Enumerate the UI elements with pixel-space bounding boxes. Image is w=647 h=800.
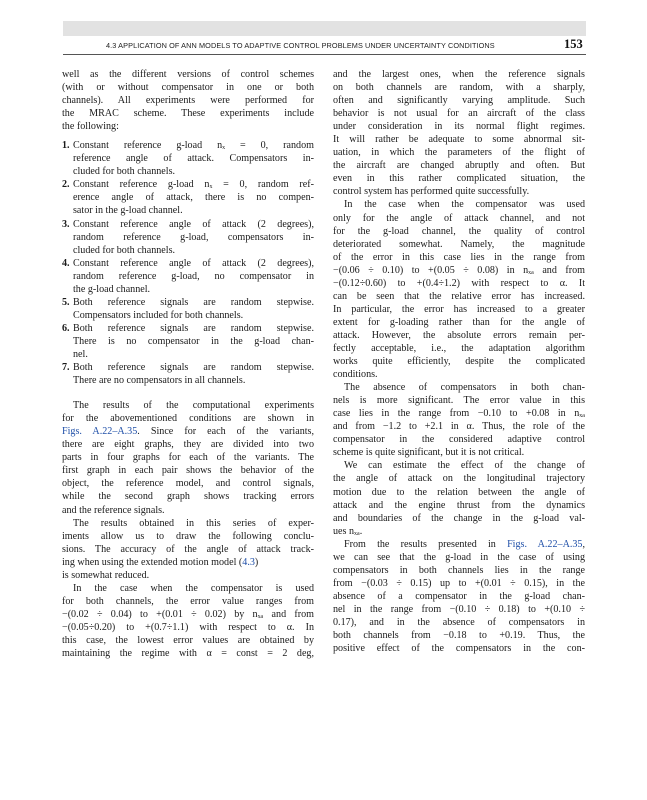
text-line: from −(0.03 ÷ 0.15) up to +(0.01 ÷ 0.15), in the	[333, 577, 585, 589]
list-number: 1.	[62, 140, 70, 152]
text-line: on both channels are random, with a sharply,	[333, 82, 585, 94]
text-line: From the results presented in Figs. A.22–A.35,	[344, 538, 585, 550]
text-line: −(0.12÷0.60) to +(0.4÷1.2) with respect to α. It	[333, 277, 585, 289]
text-line: sator in the g-load channel.	[73, 205, 183, 217]
list-number: 4.	[62, 257, 70, 269]
text-line: We can estimate the effect of the change of	[344, 460, 585, 472]
text-line: The results obtained in this series of exper-	[73, 517, 314, 529]
text-line: channels). All experiments were performed for	[62, 95, 314, 107]
text-line: works quite efficiently, despite the complicated	[333, 356, 585, 368]
list-item	[62, 257, 314, 296]
text-line: maintaining the regime with α = const = 2 deg,	[62, 648, 314, 660]
list-number: 5.	[62, 296, 70, 308]
text-line: nel.	[73, 348, 88, 360]
text-line: can be seen that the relative error has increased.	[333, 290, 585, 302]
text-line: for both channels, the error value ranges from	[62, 595, 314, 607]
text-line: The absence of compensators in both chan-	[344, 382, 585, 394]
text-line: compensator in the considered adaptive control	[333, 434, 585, 446]
text-line: positive effect of the compensators in the con-	[333, 643, 585, 655]
text-line: Both reference signals are random stepwise.	[73, 362, 314, 374]
page-number: 153	[564, 37, 583, 51]
estimate-paragraph	[333, 459, 585, 537]
list-item	[62, 218, 314, 257]
text-line: the aircraft are changed abruptly and often. But	[333, 160, 585, 172]
text-line: parts in four graphs for each of the variants. The	[62, 452, 314, 464]
text-line: this case, the lowest error values are obtained by	[62, 634, 314, 646]
text-line: ing when using the extended motion model (4.3)	[62, 556, 259, 568]
text-line: compensators in both channels lies in the range	[333, 564, 585, 576]
text-line: there are eight graphs, they are divided into two	[62, 439, 314, 451]
text-line: ues nₓₐ.	[333, 525, 363, 537]
text-line: cluded for both channels.	[73, 244, 176, 256]
text-line: case lies in the range from −0.10 to +0.08 in nₓₐ	[333, 408, 585, 420]
text-line: the MRAC scheme. These experiments include	[62, 108, 314, 120]
list-number: 2.	[62, 179, 70, 191]
text-line: It will rather be adequate to some abnormal sit-	[333, 134, 585, 146]
text-line: attack and the engine thrust from the dynamics	[333, 499, 585, 511]
text-line: the angle of attack on the longitudinal trajectory	[333, 473, 585, 485]
text-line: first graph in each pair shows the behavior of the	[62, 465, 314, 477]
experiment-list	[62, 139, 314, 387]
text-line: Both reference signals are random stepwise.	[73, 296, 314, 308]
text-line: object, the reference model, and control signals,	[62, 478, 314, 490]
text-line: under consideration in its normal flight regimes.	[333, 121, 585, 133]
text-line: −(0.02 ÷ 0.04) to +(0.01 ÷ 0.02) by nₓₐ and from	[62, 608, 314, 620]
list-item	[62, 361, 314, 387]
text-line: attack. However, the absolute errors remain per-	[333, 329, 585, 341]
text-line: In the case when the compensator was used	[344, 199, 585, 211]
text-line: uation, in which the parameters of the flight of	[333, 147, 585, 159]
text-line: nels is more significant. The error value in this	[333, 395, 585, 407]
text-line: Constant reference g-load nₓ = 0, random ref-	[73, 179, 314, 191]
g-load-paragraph	[333, 538, 585, 655]
text-line: both channels from −0.18 to +0.19. Thus, the	[333, 630, 585, 642]
text-line: Figs. A.22–A.35. Since for each of the variants,	[62, 426, 314, 438]
text-line: and the largest ones, when the reference signals	[333, 69, 585, 80]
text-line: sions. The accuracy of the angle of attack track-	[62, 543, 314, 555]
text-line: extent for g-loading rather than for the angle of	[333, 316, 585, 328]
text-line: the following:	[62, 121, 119, 133]
text-line: well as the different versions of control schemes	[62, 69, 314, 80]
equation-link[interactable]: 4.3	[242, 556, 255, 568]
intro-paragraph	[62, 68, 314, 133]
compensator-paragraph	[62, 582, 314, 660]
text-line: Constant reference g-load nₓ = 0, random	[73, 140, 314, 152]
text-line: and from −1.2 to +2.1 in α. Thus, the role of the	[333, 421, 585, 433]
text-line: Both reference signals are random stepwise.	[73, 322, 314, 334]
text-line: often and significantly varying amplitude. Such	[333, 95, 585, 107]
text-line: 0.17), and in the absence of compensators in	[333, 616, 585, 628]
list-number: 3.	[62, 218, 70, 230]
text-line: absence of a compensator in the g-load chan-	[333, 590, 585, 602]
text-line: of the error in this case lies in the range from	[333, 251, 585, 263]
text-line: The results of the computational experiments	[73, 400, 314, 412]
text-line: random reference g-load, no compensator in	[73, 270, 314, 282]
text-line: In particular, the error has increased to a greater	[333, 303, 585, 315]
no-compensator-paragraph	[333, 381, 585, 459]
running-head: 4.3 APPLICATION OF ANN MODELS TO ADAPTIVE CONTROL PROBLEMS UNDER UNCERTAINTY CONDITIONS	[106, 41, 495, 50]
single-compensator-paragraph	[333, 198, 585, 381]
list-item	[62, 322, 314, 361]
right-column	[333, 68, 585, 655]
figure-link[interactable]: Figs. A.22–A.35	[62, 426, 138, 438]
text-line: for the g-load channel, the quality of control	[333, 225, 585, 237]
header-rule	[63, 54, 586, 55]
text-line: behavior is not usual for an aircraft of the class	[333, 108, 585, 120]
header-band	[63, 21, 586, 36]
text-line: is somewhat reduced.	[62, 569, 150, 581]
text-line: Constant reference angle of attack (2 degrees),	[73, 218, 314, 230]
left-column	[62, 68, 314, 660]
text-line: we can see that the g-load in the case of using	[333, 551, 585, 563]
text-line: conditions.	[333, 369, 378, 381]
text-line: Compensators included for both channels.	[73, 309, 244, 321]
text-line: control system has performed quite successfully.	[333, 186, 530, 198]
text-line: random reference g-load, compensators in-	[73, 231, 314, 243]
list-item	[62, 139, 314, 178]
text-line: −(0.06 ÷ 0.10) to +(0.05 ÷ 0.08) in nₓₐ and from	[333, 264, 585, 276]
list-item	[62, 178, 314, 217]
results-paragraph	[62, 399, 314, 516]
text-line: reference angle of attack. Compensators in-	[73, 153, 314, 165]
text-line: (with or without compensator in one or both	[62, 82, 314, 94]
text-line: Constant reference angle of attack (2 degrees),	[73, 257, 314, 269]
text-line: deteriorated somewhat. Namely, the magnitude	[333, 238, 585, 250]
text-line: iments allow us to draw the following conclu-	[62, 530, 314, 542]
figure-link[interactable]: Figs. A.22–A.35	[507, 538, 583, 550]
text-line: and the reference signals.	[62, 504, 165, 516]
text-line: There are no compensators in all channels.	[73, 375, 246, 387]
text-line: scheme is quite significant, but it is not critical.	[333, 447, 525, 459]
text-line: nel in the range from −(0.10 ÷ 0.18) to +(0.10 ÷	[333, 603, 585, 615]
text-line: cluded for both channels.	[73, 166, 176, 178]
text-line: motion due to the relation between the angle of	[333, 486, 585, 498]
text-line: There is no compensator in the g-load chan-	[73, 335, 314, 347]
list-item	[62, 296, 314, 322]
text-line: only for the angle of attack channel, and not	[333, 212, 585, 224]
text-line: −(0.05÷0.20) to +(0.7÷1.1) with respect to α. In	[62, 621, 314, 633]
text-line: and boundaries of the change in the g-load val-	[333, 512, 585, 524]
text-line: the g-load channel.	[73, 283, 151, 295]
continued-paragraph	[333, 68, 585, 198]
text-line: fectly acceptable, i.e., the adaptation algorithm	[333, 342, 585, 354]
text-line: even in this rather complicated situation, the	[333, 173, 585, 185]
list-number: 6.	[62, 322, 70, 334]
text-line: erence angle of attack, there is no compen-	[73, 192, 314, 204]
text-line: In the case when the compensator is used	[73, 582, 314, 594]
conclusions-paragraph	[62, 517, 314, 582]
text-line: for the abovementioned conditions are shown in	[62, 413, 314, 425]
text-line: while the second graph shows tracking errors	[62, 491, 314, 503]
list-number: 7.	[62, 362, 70, 374]
